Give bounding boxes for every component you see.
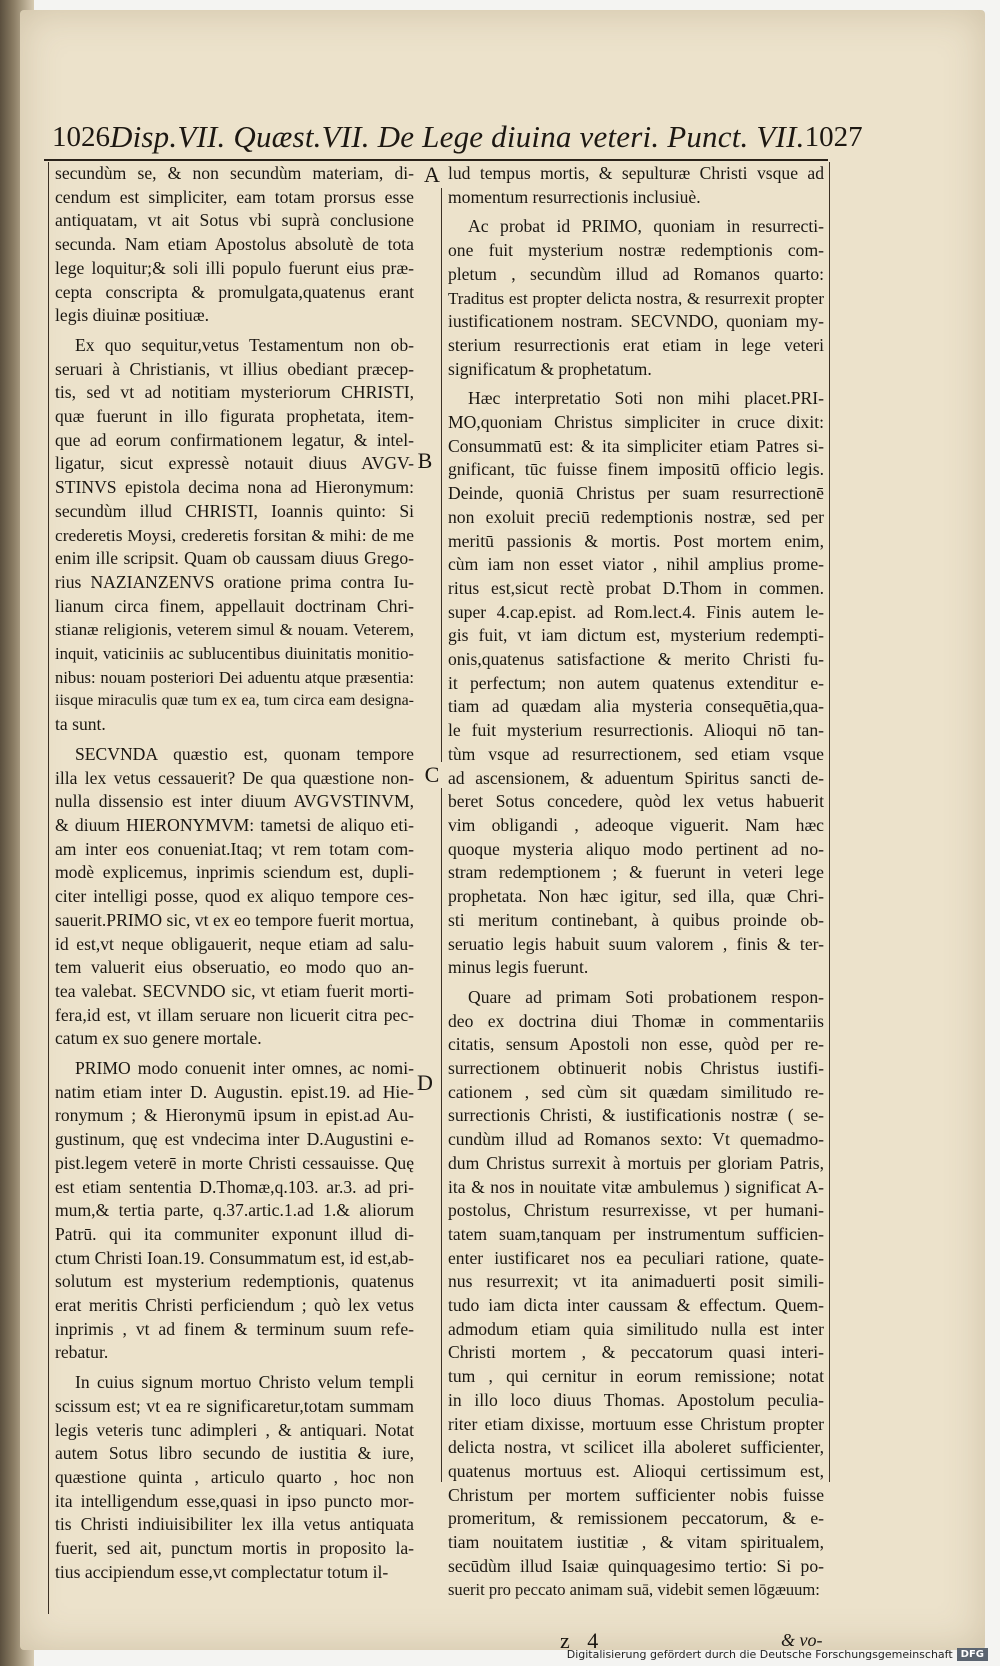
paragraph — [55, 334, 414, 737]
paragraph — [55, 1371, 414, 1584]
text-line: catum ex suo genere mortale. — [55, 1028, 262, 1049]
text-line: legis veteris tunc adimpleri , & antiquari. Notat — [55, 1419, 414, 1440]
text-line: onis,quatenus satisfactione & merito Christi fu- — [448, 649, 824, 670]
catchword: & vo- — [781, 1630, 823, 1650]
right-page-number: 1027 — [804, 120, 863, 153]
text-line: cendum est simpliciter, eam totam prorsus esse — [55, 186, 414, 207]
text-line: riter etiam dixisse, mortuum esse Christum propter — [448, 1413, 824, 1434]
text-line: PRIMO modo conuenit inter omnes, ac nomi- — [75, 1058, 414, 1079]
text-line: Christi mortem , & peccatorum quasi interi- — [448, 1342, 824, 1363]
paragraph — [448, 162, 824, 209]
credit-text: Digitalisierung gefördert durch die Deutsche Forschungsgemeinschaft — [566, 1648, 953, 1661]
digitization-credit — [567, 1648, 988, 1661]
text-line: tem valuerit eius obseruatio, eo modo quo an- — [55, 957, 414, 978]
text-line: fera,id est, vt illam seruare non licuerit citra pec- — [55, 1004, 414, 1025]
text-line: erat meritis Christi perficiendum ; quò lex vetus — [55, 1295, 414, 1316]
text-line: tum , qui cernitur in eorum remissione; notat — [448, 1366, 824, 1387]
text-line: quoque mysteria aliquo modo pertinent ad no- — [448, 838, 824, 859]
text-line: tiam nouitatem iustitiæ , & vitam spiritualem, — [448, 1532, 824, 1553]
text-line: tatem suam,tanquam per instrumentum sufficien- — [448, 1223, 824, 1244]
text-line: citer intelligi posse, quod ex aliquo tempore ces- — [55, 886, 414, 907]
text-line: tudo iam dicta inter caussam & effectum. Quem- — [448, 1295, 824, 1316]
text-line: antiquatam, vt ait Sotus vbi suprà conclusione — [55, 210, 414, 231]
text-line: quæ fuerunt in illo figurata prophetata, item- — [55, 406, 414, 427]
text-line: super 4.cap.epist. ad Rom.lect.4. Finis autem le- — [448, 601, 824, 622]
text-line: dum Christus surrexit à mortuis per gloriam Patris, — [448, 1152, 824, 1173]
text-line: meritū passionis & mortis. Post mortem enim, — [448, 530, 824, 551]
text-line: secundùm se, & non secundùm materiam, di- — [55, 163, 414, 183]
margin-letter-a: A — [421, 162, 443, 188]
text-line: rius NAZIANZENVS oratione prima contra Iu- — [55, 571, 414, 592]
text-line: & diuum HIERONYMVM: tametsi de aliquo eti- — [55, 814, 414, 835]
paragraph — [448, 215, 824, 381]
text-line: fuerit, sed ait, punctum mortis in proposito la- — [55, 1538, 414, 1559]
paragraph — [55, 162, 414, 328]
text-line: prophetata. Non hæc igitur, sed illa, quæ Chri- — [448, 886, 824, 907]
text-line: mum,& tertia parte, q.37.artic.1.ad 1.& aliorum — [55, 1200, 414, 1221]
text-line: nulla dissensio est inter diuum AVGVSTINVM, — [55, 791, 414, 812]
text-line: quæstione quinta , articulo quarto , hoc non — [55, 1466, 414, 1487]
text-line: est etiam sententia D.Thomæ,q.103. ar.3. ad pri- — [55, 1176, 414, 1197]
text-line: vim obligandi , adeoque viguerit. Nam hæc — [448, 814, 824, 835]
text-line: non exoluit preciū redemptionis nostræ, sed per — [448, 506, 824, 527]
signature-mark: z 4 — [560, 1628, 605, 1653]
text-line: in illo loco diuus Thomas. Apostolum peculia- — [448, 1389, 824, 1410]
text-line: surrectionis Christi, & iustificationis nostræ ( se- — [448, 1105, 824, 1126]
text-line: pist.legem veterē in morte Christi cessauisse. Quę — [55, 1152, 414, 1173]
text-line: enter iustificaret nos ea peculiari ratione, quate- — [448, 1247, 824, 1268]
text-line: gustinum, quę est vndecima inter D.Augustini e- — [55, 1129, 414, 1150]
text-line: le fuit mysterium resurrectionis. Alioqui nō tan- — [448, 720, 824, 741]
text-line: Ac probat id PRIMO, quoniam in resurrecti- — [468, 216, 824, 237]
text-line: admodum etiam quia similitudo nulla est inter — [448, 1318, 824, 1339]
text-line: sauerit.PRIMO sic, vt ex eo tempore fuerit mortua, — [55, 909, 414, 930]
text-line: cundùm illud ad Romanos sexto: Vt quemadmo- — [448, 1129, 824, 1150]
margin-letter-d: D — [414, 1070, 436, 1096]
text-line: cepta conscripta & promulgata,quatenus erant — [55, 281, 414, 302]
left-page-number: 1026 — [52, 120, 110, 153]
text-line: postolus, Christum resurrexisse, vt per humani- — [448, 1200, 824, 1221]
text-line: natim etiam inter D. Augustin. epist.19. ad Hie- — [55, 1081, 414, 1102]
text-line: autem Sotus libro secundo de iustitia & iure, — [55, 1443, 414, 1464]
left-text-column — [48, 162, 414, 1614]
text-line: nibus: nouam posteriori Dei aduentu atque præsentia: — [55, 667, 414, 687]
text-line: secūdùm illud Isaiæ quinquagesimo tertio: Si po- — [448, 1555, 824, 1576]
text-line: modè explicemus, inprimis sciendum est, dupli- — [55, 862, 414, 883]
running-title: Disp.VII. Quæst.VII. De Lege diuina veteri. Punct. VII. — [110, 119, 805, 154]
text-line: citatis, sensum Apostoli non esse, quòd per re- — [448, 1034, 824, 1055]
text-line: pletum , secundùm illud ad Romanos quarto: — [448, 263, 824, 284]
text-line: secunda. Nam etiam Apostolus absolutè de tota — [55, 234, 414, 255]
text-line: tius accipiendum esse,vt complectatur totum il- — [55, 1561, 389, 1582]
margin-letter-b: B — [414, 448, 436, 474]
text-line: iustificationem nostram. SECVNDO, quoniam my- — [448, 311, 824, 332]
text-line: tis Christi indiuisibiliter lex illa vetus antiquata — [55, 1514, 414, 1535]
text-line: significatum & prophetatum. — [448, 358, 652, 379]
text-line: MO,quoniam Christus simpliciter in cruce dixit: — [448, 412, 824, 433]
text-line: ita & nos in nouitate vitæ ambulemus ) significat A- — [448, 1176, 824, 1197]
paragraph — [448, 387, 824, 980]
text-line: sti meritum continebant, à quibus proinde ob- — [448, 909, 824, 930]
text-line: momentum resurrectionis inclusiuè. — [448, 186, 701, 207]
text-line: tea valebat. SECVNDO sic, vt etiam fuerit morti- — [55, 980, 414, 1001]
text-line: lianum circa finem, appellauit doctrinam Chri- — [55, 595, 414, 616]
text-line: seruari à Christianis, vt illius obediant præcep- — [55, 358, 414, 379]
header-rule — [44, 159, 828, 161]
paragraph — [55, 1057, 414, 1365]
margin-letter-c: C — [421, 762, 443, 788]
text-line: lege loquitur;& soli illi populo fuerunt eius præ- — [55, 257, 414, 278]
text-line: promeritum, & remissionem peccatorum, & e- — [448, 1508, 824, 1529]
text-line: illa lex vetus cessauerit? De qua quæstione non- — [55, 767, 414, 788]
text-line: cationem , sed cùm sit quædam similitudo re- — [448, 1081, 824, 1102]
paragraph — [448, 986, 824, 1602]
text-line: Quare ad primam Soti probationem respon- — [468, 986, 824, 1007]
text-line: crederetis Moysi, crederetis forsitan & mihi: de me — [55, 525, 414, 545]
text-line: ad ascensionem, & aduentum Spiritus sancti de- — [448, 767, 824, 788]
text-line: beret Sotus concedere, quòd lex vetus habuerit — [448, 791, 824, 812]
right-text-column — [441, 162, 830, 1600]
text-line: gnificant, tūc fuisse finem impositū officio legis. — [448, 459, 824, 480]
text-line: cùm iam non esset viator , nihil amplius prome- — [448, 554, 824, 575]
text-line: legis diuinæ positiuæ. — [55, 305, 209, 326]
text-line: tùm vsque ad resurrectionem, sed etiam vsque — [448, 743, 824, 764]
text-line: tiam ad quædam alia mysteria consequētia,qua- — [448, 696, 824, 717]
text-line: one fuit mysterium nostræ redemptionis com- — [448, 240, 824, 261]
text-line: Hæc interpretatio Soti non mihi placet.PRI- — [468, 388, 824, 409]
text-line: gis fuit, vt iam dictum est, mysterium redempti- — [448, 625, 824, 646]
text-line: surrectionem obtinuerit nobis Christus iustifi- — [448, 1058, 824, 1079]
text-line: inprimis , vt ad finem & terminum suum refe- — [55, 1318, 414, 1339]
text-line: lud tempus mortis, & sepulturæ Christi vsque ad — [448, 163, 824, 183]
text-line: minus legis fuerunt. — [448, 957, 589, 978]
paragraph — [55, 743, 414, 1051]
text-line: que ad eorum confirmationem legatur, & intel- — [55, 429, 414, 450]
text-line: ta sunt. — [55, 714, 106, 735]
text-line: SECVNDA quæstio est, quonam tempore — [75, 743, 414, 764]
running-header — [52, 116, 863, 158]
text-line: tis, sed vt ad notitiam mysteriorum CHRISTI, — [55, 382, 414, 403]
text-line: ritus est,sicut rectè probat D.Thom in commen. — [448, 577, 824, 598]
text-line: Consummatū est: & ita simpliciter etiam Patres si- — [448, 435, 824, 456]
text-line: am inter eos conueniat.Itaq; vt rem totam com- — [55, 838, 414, 859]
text-line: ctum Christi Ioan.19. Consummatum est, id est,ab- — [55, 1247, 414, 1268]
dfg-logo: DFG — [957, 1648, 988, 1661]
text-line: delicta nostra, vt scilicet illa aboleret sufficienter, — [448, 1437, 824, 1458]
text-line: rebatur. — [55, 1342, 109, 1363]
text-line: stianæ religionis, veterem simul & nouam. Veterem, — [55, 620, 414, 640]
text-line: seruatio legis habuit suum valorem , finis & ter- — [448, 933, 824, 954]
text-line: inquit, vaticiniis ac sublucentibus diuinitatis monitio- — [55, 644, 414, 664]
text-line: Deinde, quoniā Christus per suam resurrectionē — [448, 483, 824, 504]
text-line: ligatur, sicut expressè notauit diuus AVGV- — [55, 453, 414, 474]
text-line: Traditus est propter delicta nostra, & resurrexit propter — [448, 288, 824, 308]
text-line: suerit pro peccato animam suā, videbit semen lōgæuum: — [448, 1580, 820, 1600]
text-line: nus resurrexit; vt ita animaduerti posit simili- — [448, 1271, 824, 1292]
text-line: Christum per mortem sufficienter nobis fuisse — [448, 1484, 824, 1505]
text-line: Patrū. qui ita communiter exponunt illud di- — [55, 1223, 414, 1244]
text-line: ronymum ; & Hieronymū ipsum in epist.ad Au- — [55, 1105, 414, 1126]
text-line: Ex quo sequitur,vetus Testamentum non ob- — [75, 334, 414, 355]
text-line: stram redemptionem ; & fuerunt in veteri lege — [448, 862, 824, 883]
text-line: quatenus mortuus est. Alioqui certissimum est, — [448, 1460, 824, 1481]
text-line: iisque miraculis quæ tum ex ea, tum circa eam designa- — [55, 692, 414, 710]
text-line: sterium resurrectionis erat etiam in lege veteri — [448, 334, 824, 355]
text-line: deo ex doctrina diui Thomæ in commentariis — [448, 1010, 824, 1031]
text-line: enim ille scripsit. Quam ob caussam diuus Grego- — [55, 548, 414, 569]
text-line: solutum est mysterium redemptionis, quatenus — [55, 1271, 414, 1292]
text-line: secundùm illud CHRISTI, Ioannis quinto: Si — [55, 500, 414, 521]
text-line: id est,vt neque obligauerit, neque etiam ad salu- — [55, 933, 414, 954]
text-line: In cuius signum mortuo Christo velum templi — [75, 1372, 414, 1393]
text-line: ita intelligendum esse,quasi in ipso puncto mor- — [55, 1490, 414, 1511]
text-line: it perfectum; non autem quatenus extenditur e- — [448, 672, 824, 693]
text-line: STINVS epistola decima nona ad Hieronymum: — [55, 477, 414, 498]
text-line: scissum est; vt ea re significaretur,totam summam — [55, 1395, 414, 1416]
